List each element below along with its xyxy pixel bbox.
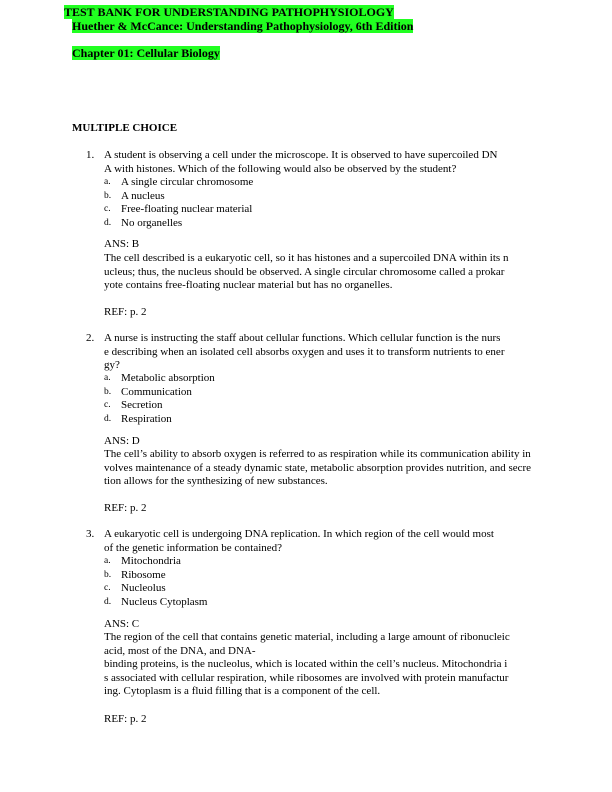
question-stem	[104, 149, 554, 176]
option-text: Communication	[121, 385, 192, 398]
option-letter: b.	[104, 190, 112, 201]
rationale-line: s associated with cellular respiration, while ribosomes are involved with protein manufactur	[104, 671, 509, 684]
rationale-line: volves maintenance of a steady dynamic state, metabolic absorption provides nutrition, and secre	[104, 461, 532, 474]
reference: REF: p. 2	[104, 713, 147, 725]
option-text: A nucleus	[121, 189, 165, 202]
option-letter: c.	[104, 583, 111, 594]
rationale-line: acid, most of the DNA, and DNA-	[104, 644, 256, 657]
option-c	[104, 203, 253, 217]
option-text: Respiration	[121, 413, 172, 426]
question-number: 1.	[86, 149, 95, 161]
stem-line: A nurse is instructing the staff about cellular functions. Which cellular function is the nurs	[104, 332, 501, 344]
option-letter: b.	[104, 569, 112, 580]
rationale-line: yote contains free-floating nuclear material but has no organelles.	[104, 279, 393, 291]
option-text: Nucleus Cytoplasm	[121, 596, 208, 609]
header-title: TEST BANK FOR UNDERSTANDING PATHOPHYSIOLOGY	[64, 5, 394, 19]
option-b	[104, 569, 207, 583]
option-letter: d.	[104, 597, 112, 608]
stem-line: A with histones. Which of the following would also be observed by the student?	[104, 162, 457, 175]
rationale-line: ucleus; thus, the nucleus should be observed. A single circular chromosome called a prokar	[104, 265, 505, 278]
option-text: Free-floating nuclear material	[121, 203, 253, 216]
option-letter: a.	[104, 556, 111, 566]
option-letter: d.	[104, 414, 112, 425]
option-text: Mitochondria	[121, 555, 181, 567]
stem-line: A eukaryotic cell is undergoing DNA replication. In which region of the cell would most	[104, 528, 494, 540]
option-a	[104, 555, 207, 569]
option-text: A single circular chromosome	[121, 176, 254, 188]
option-letter: a.	[104, 177, 111, 187]
stem-line: of the genetic information be contained?	[104, 541, 283, 554]
question-stem	[104, 332, 554, 373]
option-letter: d.	[104, 218, 112, 229]
option-text: No organelles	[121, 217, 183, 230]
stem-line: gy?	[104, 359, 120, 371]
option-d	[104, 217, 253, 231]
header-chapter: Chapter 01: Cellular Biology	[72, 46, 220, 60]
rationale-line: The cell’s ability to absorb oxygen is referred to as respiration while its communication ability in	[104, 448, 531, 460]
option-b	[104, 190, 253, 204]
option-d	[104, 596, 207, 610]
option-d	[104, 413, 215, 427]
rationale-line: ing. Cytoplasm is a fluid filling that is a component of the cell.	[104, 685, 381, 697]
option-text: Metabolic absorption	[121, 372, 215, 384]
option-letter: a.	[104, 373, 111, 383]
option-c	[104, 582, 207, 596]
rationale-line: tion allows for the synthesizing of new substances.	[104, 475, 328, 487]
stem-line: e describing when an isolated cell absorbs oxygen and uses it to transform nutrients to ener	[104, 345, 505, 358]
answer-key: ANS: D	[104, 435, 140, 447]
option-text: Secretion	[121, 399, 163, 412]
rationale-line: The region of the cell that contains genetic material, including a large amount of ribonucleic	[104, 631, 510, 643]
question-number: 2.	[86, 332, 95, 344]
stem-line: A student is observing a cell under the microscope. It is observed to have supercoiled DN	[104, 149, 498, 161]
option-b	[104, 386, 215, 400]
question-stem	[104, 528, 554, 555]
option-letter: b.	[104, 386, 112, 397]
question-number: 3.	[86, 528, 95, 540]
option-list	[104, 372, 215, 427]
reference: REF: p. 2	[104, 306, 147, 318]
header-book: Huether & McCance: Understanding Pathophysiology, 6th Edition	[72, 19, 414, 33]
section-heading: MULTIPLE CHOICE	[72, 122, 178, 134]
option-c	[104, 399, 215, 413]
rationale	[104, 448, 582, 489]
reference: REF: p. 2	[104, 502, 147, 514]
rationale	[104, 252, 582, 293]
option-a	[104, 372, 215, 386]
option-list	[104, 555, 207, 610]
option-text: Nucleolus	[121, 582, 166, 595]
option-letter: c.	[104, 204, 111, 215]
answer-key: ANS: C	[104, 618, 140, 630]
option-text: Ribosome	[121, 568, 166, 581]
option-letter: c.	[104, 400, 111, 411]
rationale-line: binding proteins, is the nucleolus, which is located within the cell’s nucleus. Mitochondria i	[104, 658, 508, 670]
rationale-line: The cell described is a eukaryotic cell, so it has histones and a supercoiled DNA within its n	[104, 252, 509, 264]
option-list	[104, 176, 253, 231]
answer-key: ANS: B	[104, 238, 140, 250]
rationale	[104, 631, 582, 699]
option-a	[104, 176, 253, 190]
